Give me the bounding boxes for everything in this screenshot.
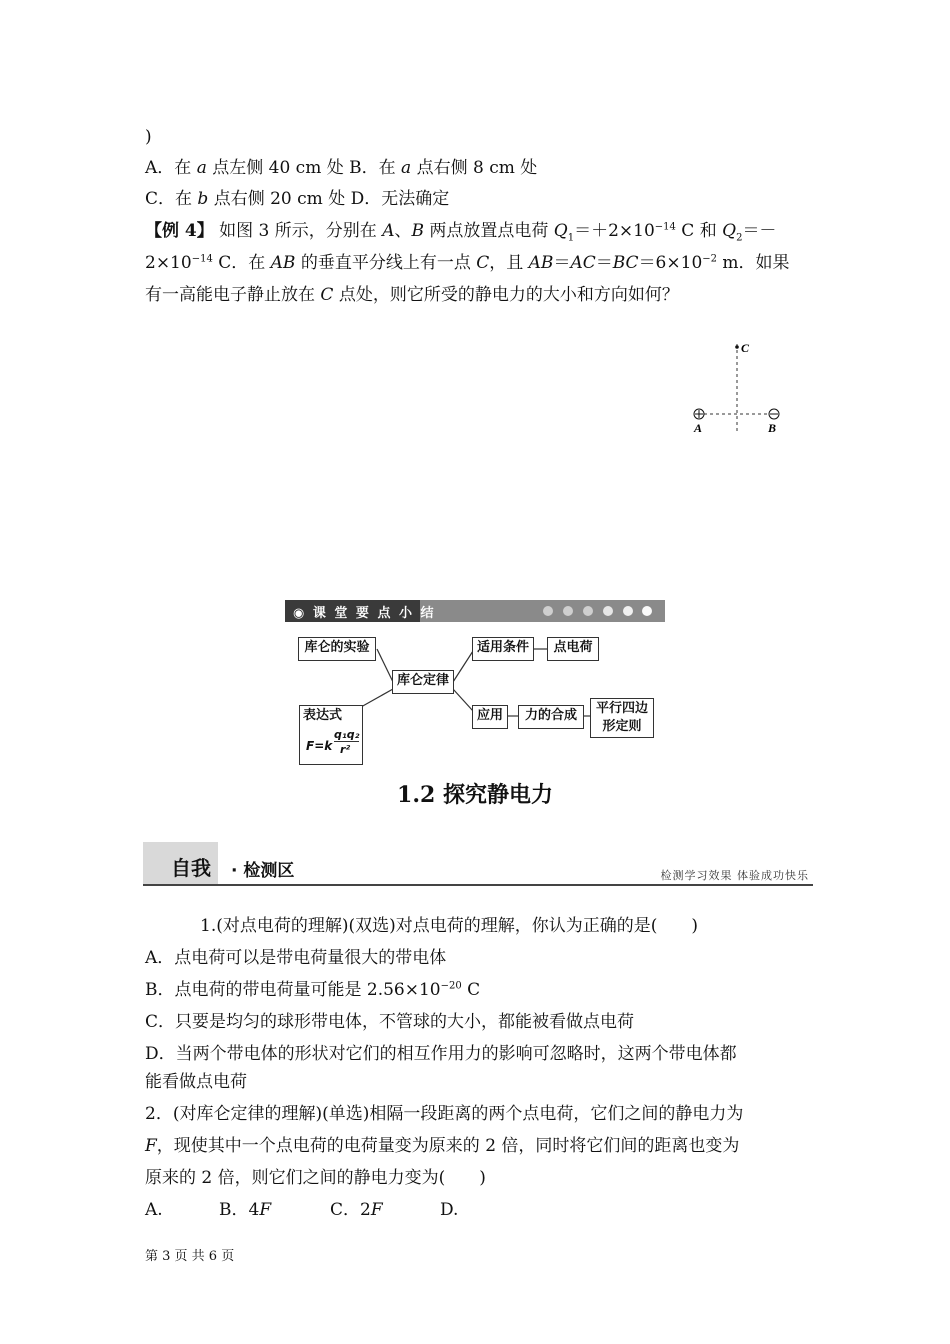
self-check-rule (143, 884, 813, 886)
q1-option-c: C．只要是均匀的球形带电体，不管球的大小，都能被看做点电荷 (145, 1012, 635, 1032)
label-a: A (694, 421, 703, 435)
section-title: 1.2 探究静电力 (397, 782, 553, 808)
banner-dot (603, 606, 613, 616)
q2-option-a: A. (145, 1200, 163, 1220)
formula-numerator: q₁q₂ (334, 728, 360, 741)
expression-label: 表达式 (303, 708, 343, 723)
example4-line2: $2\times 10^{-14}$ C．在 AB 的垂直平分线上有一点 C，且 $AB=AC=BC=6\times 10^{-2}$ m．如果 (145, 253, 790, 273)
self-check-header (143, 842, 813, 886)
example4-line1: 【例 4】 如图 3 所示，分别在 A、B 两点放置点电荷 $Q_1=+2\times 10^{-14}$ C 和 $Q_2=-$ (145, 221, 777, 244)
example-tag: 【例 4】 (145, 221, 214, 241)
banner-dot (642, 606, 652, 616)
banner-title: ◉ 课 堂 要 点 小 结 (293, 606, 436, 621)
box-coulomb-experiment: 库仑的实验 (298, 637, 376, 661)
q1-option-d-line1: D．当两个带电体的形状对它们的相互作用力的影响可忽略时，这两个带电体都 (145, 1044, 737, 1064)
paren-close: ) (145, 127, 152, 147)
example4-line3: 有一高能电子静止放在 C 点处，则它所受的静电力的大小和方向如何？ (145, 285, 679, 305)
option-line-ab: A．在 a 点左侧 40 cm 处 B．在 a 点右侧 8 cm 处 (145, 158, 538, 178)
banner-dot (623, 606, 633, 616)
box-force-composition: 力的合成 (518, 705, 584, 729)
self-check-zone: · 检测区 (231, 861, 295, 881)
q1-stem: 1.(对点电荷的理解)(双选)对点电荷的理解，你认为正确的是( ) (200, 916, 699, 936)
q1-option-b: B．点电荷的带电荷量可能是 $2.56\times 10^{-20}$ C (145, 980, 481, 1000)
box-parallelogram-rule: 平行四边 形定则 (590, 698, 654, 738)
banner-dot (583, 606, 593, 616)
banner-dot (543, 606, 553, 616)
figure3-diagram (690, 338, 790, 438)
label-b: B (768, 421, 777, 435)
summary-banner (285, 600, 665, 622)
q1-option-a: A．点电荷可以是带电荷量很大的带电体 (145, 948, 447, 968)
formula-lhs: F=k (306, 739, 333, 753)
banner-dot (563, 606, 573, 616)
label-c: C (741, 341, 750, 355)
self-check-slogan: 检测学习效果 体验成功快乐 (660, 869, 809, 882)
q2-line3: 原来的 2 倍，则它们之间的静电力变为( ) (145, 1168, 486, 1188)
box-application: 应用 (472, 705, 508, 729)
q2-line2: F，现使其中一个点电荷的电荷量变为原来的 2 倍，同时将它们间的距离也变为 (145, 1136, 740, 1156)
self-check-self: 自我 (171, 856, 211, 880)
box-conditions: 适用条件 (472, 637, 534, 661)
formula-denominator: r² (340, 743, 351, 756)
box-expression (299, 705, 363, 765)
page-footer: 第 3 页 共 6 页 (145, 1249, 235, 1264)
option-line-cd: C．在 b 点右侧 20 cm 处 D．无法确定 (145, 189, 450, 209)
q2-option-d: D. (440, 1200, 459, 1220)
box-point-charge: 点电荷 (547, 637, 599, 661)
q2-option-b: B．4F (219, 1200, 272, 1220)
q1-option-d-line2: 能看做点电荷 (145, 1072, 247, 1092)
box-coulomb-law: 库仑定律 (392, 670, 454, 694)
q2-option-c: C．2F (330, 1200, 383, 1220)
q2-line1: 2．(对库仑定律的理解)(单选)相隔一段距离的两个点电荷，它们之间的静电力为 (145, 1104, 744, 1124)
